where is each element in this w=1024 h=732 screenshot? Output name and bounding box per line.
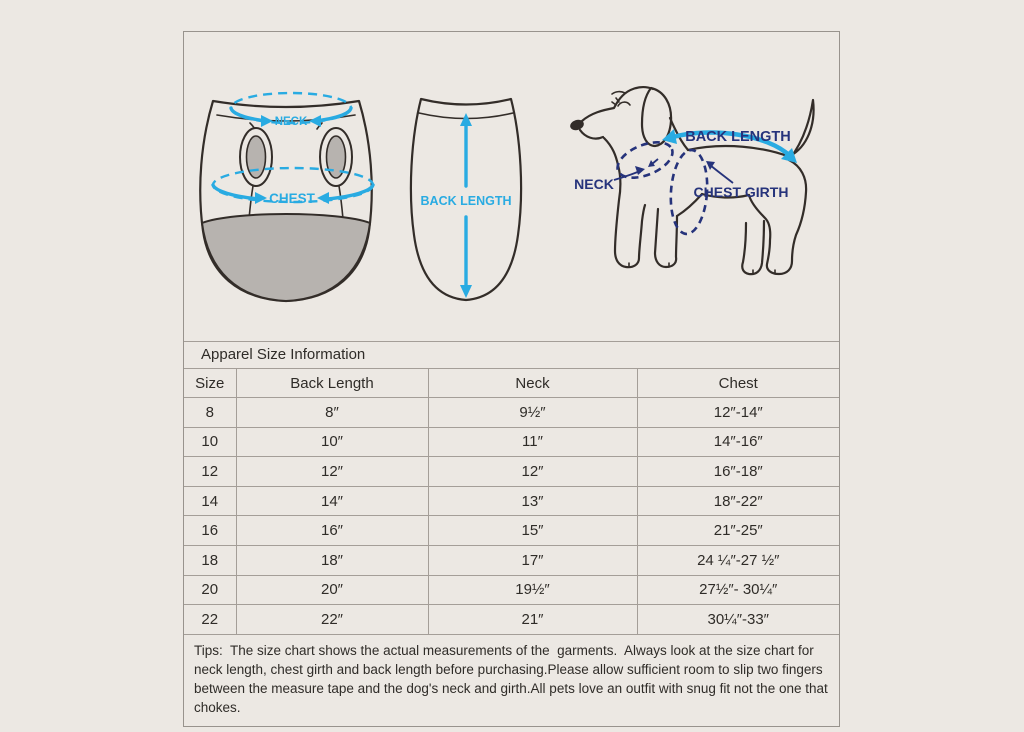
col-header-chest: Chest (637, 369, 839, 398)
chest-cell: 14″-16″ (637, 427, 839, 457)
size-cell: 14 (184, 486, 236, 516)
chest-cell: 12″-14″ (637, 398, 839, 428)
table-row (184, 398, 839, 428)
size-chart-sheet (183, 31, 840, 727)
dog-neck-label: NECK (574, 176, 614, 192)
size-cell: 22 (184, 605, 236, 635)
dog-chest-girth-label: CHEST GIRTH (693, 184, 789, 200)
tips-text: Tips: The size chart shows the actual measurements of the garments. Always look at the size chart for neck length, chest girth and back length before purchasing.Please allow sufficient room to slip two fingers between the measure tape and the dog's neck and girth.All pets love an outfit with snug fit not the one that chokes. (194, 642, 832, 715)
table-row (184, 427, 839, 457)
neck-cell: 21″ (428, 605, 637, 635)
table-title: Apparel Size Information (184, 342, 839, 369)
neck-cell: 19½″ (428, 575, 637, 605)
size-cell: 10 (184, 427, 236, 457)
back-length-cell: 8″ (236, 398, 428, 428)
chest-pointer-arrow (706, 161, 733, 183)
col-header-neck: Neck (428, 369, 637, 398)
dog-back-length-label: BACK LENGTH (685, 129, 791, 145)
col-header-size: Size (184, 369, 236, 398)
back-length-cell: 22″ (236, 605, 428, 635)
dog-diagram (561, 64, 839, 312)
back-length-cell: 12″ (236, 457, 428, 487)
table-row (184, 575, 839, 605)
chest-cell: 27½″- 30¼″ (637, 575, 839, 605)
back-length-cell: 14″ (236, 486, 428, 516)
back-length-label: BACK LENGTH (420, 194, 512, 208)
neck-cell: 9½″ (428, 398, 637, 428)
back-garment-diagram (401, 83, 531, 308)
chest-cell: 24 ¼″-27 ½″ (637, 545, 839, 575)
back-length-cell: 16″ (236, 516, 428, 546)
size-cell: 12 (184, 457, 236, 487)
belly-panel (202, 214, 370, 301)
chest-cell: 30¼″-33″ (637, 605, 839, 635)
table-row (184, 545, 839, 575)
table-row (184, 486, 839, 516)
back-length-cell: 20″ (236, 575, 428, 605)
front-chest-label: CHEST (269, 191, 315, 206)
size-cell: 18 (184, 545, 236, 575)
measurement-diagrams (184, 32, 839, 342)
neck-cell: 11″ (428, 427, 637, 457)
front-garment-diagram (193, 83, 383, 308)
neck-cell: 17″ (428, 545, 637, 575)
neck-cell: 13″ (428, 486, 637, 516)
size-cell: 16 (184, 516, 236, 546)
table-row (184, 457, 839, 487)
back-length-cell: 10″ (236, 427, 428, 457)
table-row (184, 605, 839, 635)
apparel-size-table (184, 369, 839, 635)
chest-cell: 18″-22″ (637, 486, 839, 516)
neck-cell: 15″ (428, 516, 637, 546)
chest-cell: 16″-18″ (637, 457, 839, 487)
size-cell: 20 (184, 575, 236, 605)
col-header-back-length: Back Length (236, 369, 428, 398)
chest-cell: 21″-25″ (637, 516, 839, 546)
size-cell: 8 (184, 398, 236, 428)
table-row (184, 516, 839, 546)
neck-cell: 12″ (428, 457, 637, 487)
back-length-cell: 18″ (236, 545, 428, 575)
dog-eye (618, 102, 630, 106)
header-row (184, 369, 839, 398)
front-neck-label: NECK (274, 116, 308, 128)
